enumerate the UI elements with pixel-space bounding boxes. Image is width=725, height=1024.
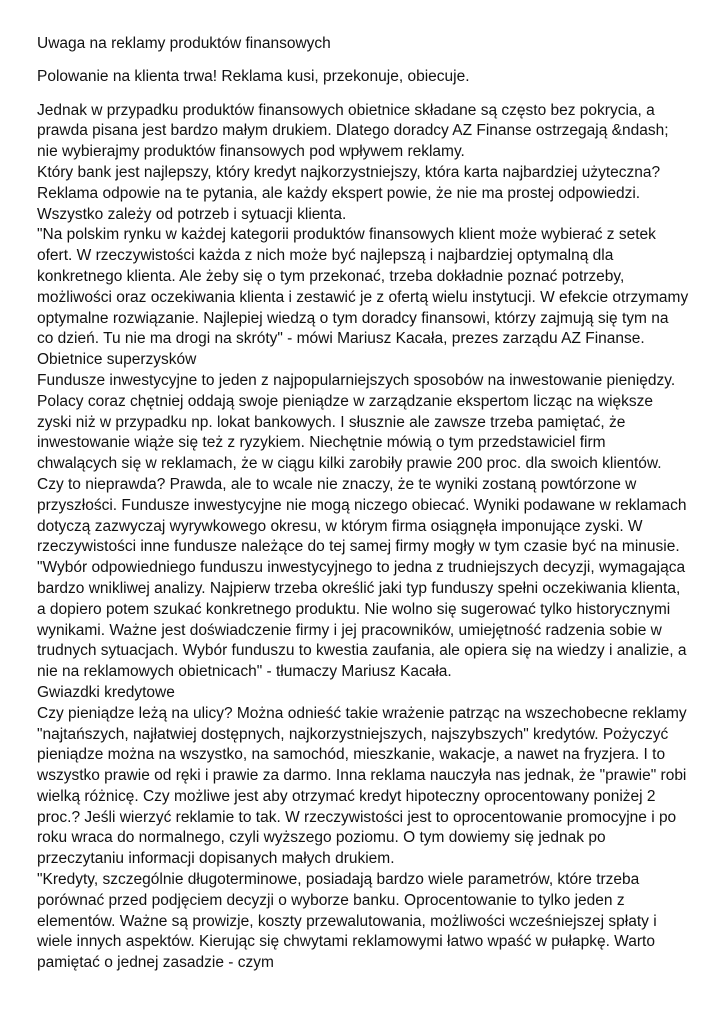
paragraph: "Kredyty, szczególnie długoterminowe, posiadają bardzo wiele parametrów, które trzeba porównać przed podjęciem decyzji o wyborze banku. Oprocentowanie to tylko jeden z elementów. Ważne są prowizje, koszty przewalutowania, możliwości wcześniejszej spłaty i wiele innych aspektów. Kierując się chwytami reklamowymi łatwo wpaść w pułapkę. Warto pamiętać o jednej zasadzie - czym [37, 871, 657, 972]
paragraph: Jednak w przypadku produktów finansowych obietnice składane są często bez pokrycia, a prawda pisana jest bardzo małym drukiem. Dlatego doradcy AZ Finanse ostrzegają &ndash; nie wybierajmy produktów finansowych pod wpływem reklamy. [37, 101, 669, 161]
paragraph: Fundusze inwestycyjne to jeden z najpopularniejszych sposobów na inwestowanie pieniędzy. Polacy coraz chętniej oddają swoje pieniądze w zarządzanie ekspertom licząc na większe zyski niż w przypadku np. lokat bankowych. I słusznie ale zawsze trzeba pamiętać, że inwestowanie wiąże się też z ryzykiem. Niechętnie mówią o tym przedstawiciel firm chwalących się w reklamach, że w ciągu kilki zarobiły prawie 200 proc. dla swoich klientów. Czy to nieprawda? Prawda, ale to wcale nie znaczy, że te wyniki zostaną powtórzone w przyszłości. Fundusze inwestycyjne nie mogą niczego obiecać. Wyniki podawane w reklamach dotyczą zazwyczaj wyrywkowego okresu, w którym firma osiągnęła imponujące zyski. W rzeczywistości inne fundusze należące do tej samej firmy mogły w tym czasie być na minusie. [37, 371, 687, 556]
paragraph: Czy pieniądze leżą na ulicy? Można odnieść takie wrażenie patrząc na wszechobecne reklamy "najtańszych, najłatwiej dostępnych, najkorzystniejszych, najszybszych" kredytów. Pożyczyć pieniądze można na wszystko, na samochód, mieszkanie, wakacje, a nawet na fryzjera. I to wszystko prawie od ręki i prawie za darmo. Inna reklama nauczyła nas jednak, że "prawie" robi wielką różnicę. Czy możliwe jest aby otrzymać kredyt hipoteczny oprocentowany poniżej 2 proc.? Jeśli wierzyć reklamie to tak. W rzeczywistości jest to oprocentowanie promocyjne i po roku wraca do normalnego, czyli wyższego poziomu. O tym dowiemy się jednak po przeczytaniu informacji dopisanych małych drukiem. [37, 704, 687, 868]
lead-paragraph: Polowanie na klienta trwa! Reklama kusi, przekonuje, obiecuje. [37, 67, 470, 85]
section-heading: Obietnice superzysków [37, 351, 197, 369]
document-page [37, 34, 689, 974]
section-heading: Gwiazdki kredytowe [37, 683, 175, 701]
paragraph: "Wybór odpowiedniego funduszu inwestycyjnego to jedna z trudniejszych decyzji, wymagająca bardzo wnikliwej analizy. Najpierw trzeba określić jaki typ funduszy spełni oczekiwania klienta, a dopiero potem szukać konkretnego produktu. Nie wolno się sugerować tylko historycznymi wynikami. Ważne jest doświadczenie firmy i jej pracowników, umiejętność radzenia sobie w trudnych sytuacjach. Wybór funduszu to kwestia zaufania, ale opiera się na wiedzy i analizie, a nie na reklamowych obietnicach" - tłumaczy Mariusz Kacała. [37, 559, 687, 681]
document-title: Uwaga na reklamy produktów finansowych [37, 35, 331, 52]
paragraph: "Na polskim rynku w każdej kategorii produktów finansowych klient może wybierać z setek ofert. W rzeczywistości każda z nich może być najlepszą i najbardziej optymalną dla konkretnego klienta. Ale żeby się o tym przekonać, trzeba dokładnie poznać potrzeby, możliwości oraz oczekiwania klienta i zestawić je z ofertą wielu instytucji. W efekcie otrzymamy optymalne rozwiązanie. Najlepiej wiedzą o tym doradcy finansowi, którzy zajmują się tym na co dzień. Tu nie ma drogi na skróty" - mówi Mariusz Kacała, prezes zarządu AZ Finanse. [37, 226, 689, 348]
paragraph: Który bank jest najlepszy, który kredyt najkorzystniejszy, która karta najbardziej użyteczna? Reklama odpowie na te pytania, ale każdy ekspert powie, że nie ma prostej odpowiedzi. Wszystko zależy od potrzeb i sytuacji klienta. [37, 163, 661, 223]
